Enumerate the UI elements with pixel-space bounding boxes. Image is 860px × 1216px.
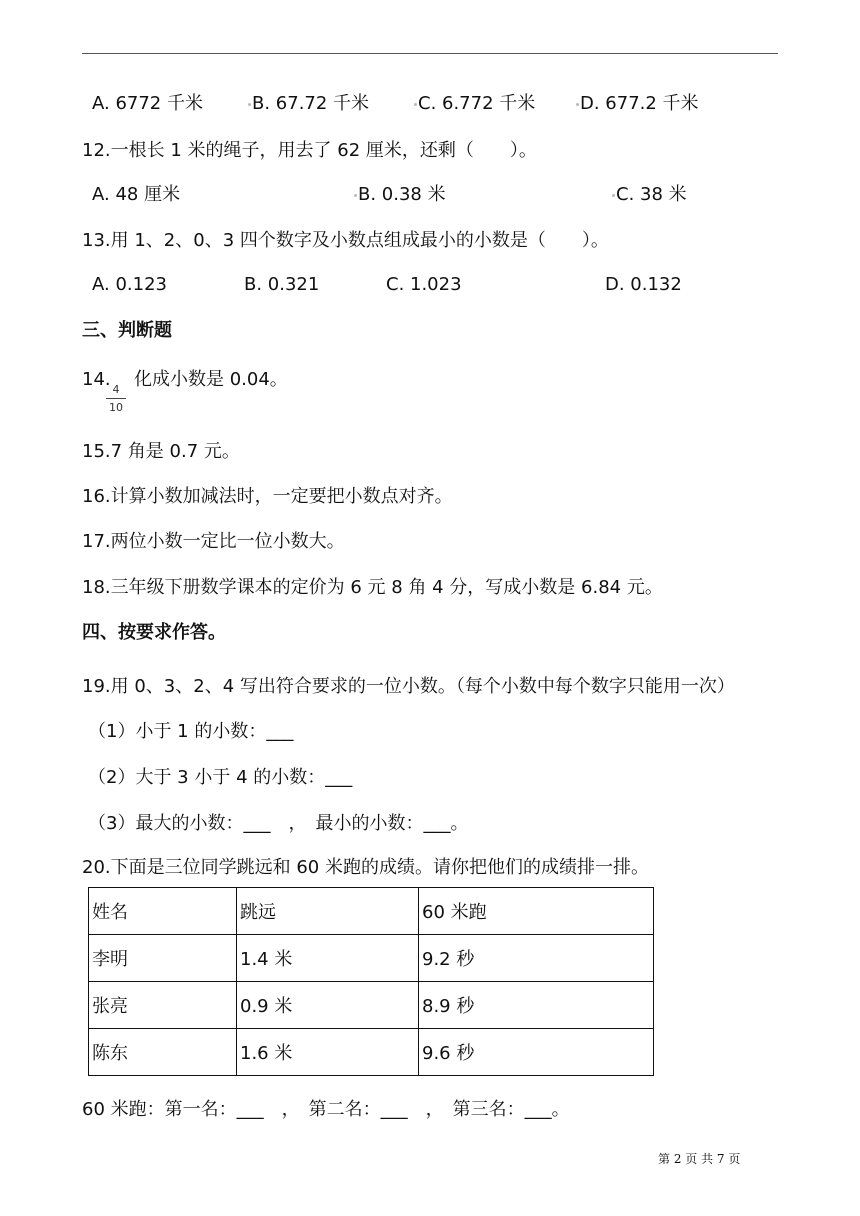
table-header-cell: 跳远 [237, 888, 419, 935]
q20-answer-line: 60 米跑：第一名：___ ， 第二名：___ ， 第三名：___。 [82, 1099, 570, 1120]
table-cell: 李明 [89, 935, 237, 982]
q16-statement: 16.计算小数加减法时，一定要把小数点对齐。 [82, 486, 453, 507]
fraction-bar [106, 398, 126, 399]
option-marker-dot [354, 194, 357, 197]
q11-option-a: A. 6772 千米 [92, 93, 203, 114]
table-cell: 张亮 [89, 982, 237, 1029]
table-cell: 9.2 秒 [419, 935, 654, 982]
q12-option-a: A. 48 厘米 [92, 184, 181, 205]
option-marker-dot [248, 103, 251, 106]
q18-statement: 18.三年级下册数学课本的定价为 6 元 8 角 4 分，写成小数是 6.84 元。 [82, 577, 663, 598]
q13-option-a: A. 0.123 [92, 274, 167, 295]
q19-question: 19.用 0、3、2、4 写出符合要求的一位小数。（每个小数中每个数字只能用一次） [82, 676, 735, 697]
scores-table [88, 887, 654, 1076]
q13-question: 13.用 1、2、0、3 四个数字及小数点组成最小的小数是（ ）。 [82, 230, 609, 251]
q20-question: 20.下面是三位同学跳远和 60 米跑的成绩。请你把他们的成绩排一排。 [82, 857, 649, 878]
q19-part-3: （3）最大的小数：___ ， 最小的小数：___。 [88, 813, 469, 834]
option-marker-dot [612, 194, 615, 197]
page-footer: 第 2 页 共 7 页 [658, 1152, 741, 1166]
table-header-row [89, 888, 654, 935]
section-3-title: 三、判断题 [82, 320, 172, 341]
table-cell: 陈东 [89, 1029, 237, 1076]
table-cell: 0.9 米 [237, 982, 419, 1029]
table-cell: 1.6 米 [237, 1029, 419, 1076]
q11-option-d: D. 677.2 千米 [580, 93, 699, 114]
table-row [89, 982, 654, 1029]
q14-statement: 化成小数是 0.04。 [134, 369, 288, 390]
header-rule [82, 53, 778, 54]
q12-option-c: C. 38 米 [616, 184, 687, 205]
q12-option-b: B. 0.38 米 [358, 184, 446, 205]
q13-option-d: D. 0.132 [605, 274, 682, 295]
table-row [89, 1029, 654, 1076]
q11-option-b: B. 67.72 千米 [252, 93, 370, 114]
q19-part-2: （2）大于 3 小于 4 的小数：___ [88, 767, 353, 788]
q14-prefix: 14. [82, 369, 111, 390]
table-cell: 8.9 秒 [419, 982, 654, 1029]
q14-fraction [105, 383, 127, 414]
q13-option-b: B. 0.321 [244, 274, 320, 295]
q12-question: 12.一根长 1 米的绳子，用去了 62 厘米，还剩（ ）。 [82, 140, 537, 161]
table-header-cell: 姓名 [89, 888, 237, 935]
section-4-title: 四、按要求作答。 [82, 622, 226, 643]
q13-option-c: C. 1.023 [386, 274, 462, 295]
table-cell: 9.6 秒 [419, 1029, 654, 1076]
fraction-denominator: 10 [109, 401, 123, 414]
q19-part-1: （1）小于 1 的小数：___ [88, 721, 294, 742]
q17-statement: 17.两位小数一定比一位小数大。 [82, 531, 345, 552]
table-header-cell: 60 米跑 [419, 888, 654, 935]
q11-option-c: C. 6.772 千米 [418, 93, 536, 114]
fraction-numerator: 4 [112, 383, 120, 396]
table-row [89, 935, 654, 982]
q15-statement: 15.7 角是 0.7 元。 [82, 441, 240, 462]
option-marker-dot [576, 103, 579, 106]
option-marker-dot [414, 103, 417, 106]
table-cell: 1.4 米 [237, 935, 419, 982]
